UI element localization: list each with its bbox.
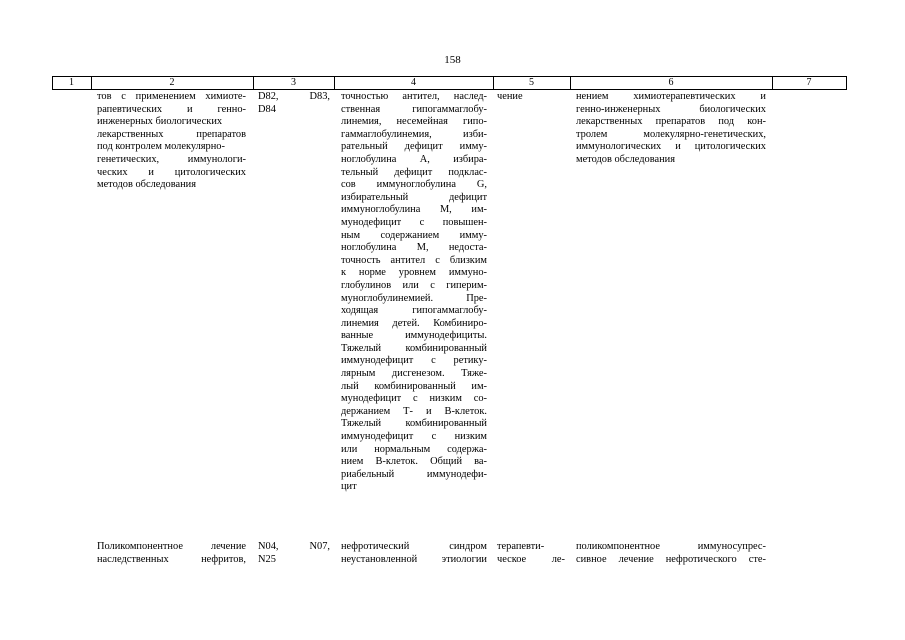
text-line: ственная гипогаммаглобу-	[341, 103, 487, 115]
text-line: ноглобулина А, избира-	[341, 153, 487, 165]
text-line: сивное лечение нефротического сте-	[576, 553, 766, 565]
text-line: N04, N07,	[258, 541, 330, 552]
text-line: гаммаглобулинемия, изби-	[341, 128, 487, 140]
row1-col4-diagnosis	[341, 91, 487, 494]
text-line: цит	[341, 481, 357, 493]
column-number: 3	[291, 77, 296, 88]
text-line: иммунодефицит с низким	[341, 431, 487, 443]
row2-col5-treatment-type	[497, 541, 565, 566]
row1-col3-codes	[258, 91, 330, 116]
text-line: точностью антител, наслед-	[341, 91, 487, 102]
column-number: 4	[411, 77, 416, 88]
column-number: 5	[529, 77, 534, 88]
page-number: 158	[444, 54, 461, 66]
text-line: ческое ле-	[497, 553, 565, 565]
text-line: поликомпонентное иммуносупрес-	[576, 541, 766, 552]
row2-col6-treatment-method	[576, 541, 766, 566]
text-line: D82, D83,	[258, 91, 330, 102]
row2-col4-diagnosis	[341, 541, 487, 566]
text-line: ванные иммунодефициты.	[341, 330, 487, 342]
text-line: тельный дефицит подклас-	[341, 166, 487, 178]
text-line: к норме уровнем иммуно-	[341, 267, 487, 279]
text-line: иммунодефицит с ретику-	[341, 355, 487, 367]
text-line: избирательный дефицит	[341, 191, 487, 203]
text-line: Тяжелый комбинированный	[341, 418, 487, 430]
text-line: методов обследования	[576, 153, 675, 165]
text-line: точность антител с близким	[341, 254, 487, 266]
text-line: тролем молекулярно-генетических,	[576, 128, 766, 140]
text-line: лый комбинированный им-	[341, 380, 487, 392]
text-line: линемия детей. Комбиниро-	[341, 317, 487, 329]
text-line: рапевтических и генно-	[97, 103, 246, 115]
text-line: нием В-клеток. Общий ва-	[341, 456, 487, 468]
text-line: сов иммуноглобулина G,	[341, 179, 487, 191]
text-line: Поликомпонентное лечение	[97, 541, 246, 552]
text-line: неустановленной этиологии	[341, 553, 487, 565]
row1-col6-treatment-method	[576, 91, 766, 167]
text-line: иммуноглобулина М, им-	[341, 204, 487, 216]
text-line: ноглобулина М, недоста-	[341, 242, 487, 254]
column-number: 1	[69, 77, 74, 88]
row2-col3-codes	[258, 541, 330, 566]
text-line: тов с применением химиоте-	[97, 91, 246, 102]
text-line: нефротический синдром	[341, 541, 487, 552]
text-line: инженерных биологических	[97, 116, 223, 128]
text-line: глобулинов или с гиперим-	[341, 279, 487, 291]
text-line: нением химиотерапевтических и	[576, 91, 766, 102]
header-separator	[846, 76, 847, 89]
column-number: 7	[806, 77, 812, 88]
text-line: муноглобулинемией. Пре-	[341, 292, 487, 304]
text-line: или нормальным содержа-	[341, 443, 487, 455]
text-line: чение	[497, 91, 523, 102]
text-line: ным содержанием имму-	[341, 229, 487, 241]
text-line: генно-инженерных биологических	[576, 103, 766, 115]
text-line: генетических, иммунологи-	[97, 153, 246, 165]
text-line: лярным дисгенезом. Тяже-	[341, 368, 487, 380]
text-line: мунодефицит с повышен-	[341, 216, 487, 228]
text-line: D84	[258, 103, 276, 115]
text-line: под контролем молекулярно-	[97, 141, 225, 153]
text-line: методов обследования	[97, 179, 196, 191]
text-line: иммунологических и цитологических	[576, 141, 766, 153]
row1-col2-method	[97, 91, 246, 192]
text-line: ходящая гипогаммаглобу-	[341, 305, 487, 317]
text-line: N25	[258, 553, 276, 565]
text-line: рательный дефицит имму-	[341, 141, 487, 153]
text-line: риабельный иммунодефи-	[341, 468, 487, 480]
text-line: линемия, несемейная гипо-	[341, 116, 487, 128]
row1-col5-treatment-type	[497, 91, 565, 104]
text-line: держанием Т- и В-клеток.	[341, 405, 487, 417]
text-line: Тяжелый комбинированный	[341, 342, 487, 354]
text-line: лекарственных препаратов	[97, 128, 246, 140]
column-number: 6	[668, 77, 674, 88]
text-line: мунодефицит с низким со-	[341, 393, 487, 405]
table-header-border-bottom	[52, 89, 847, 90]
text-line: терапевти-	[497, 541, 545, 552]
text-line: наследственных нефритов,	[97, 553, 246, 565]
row2-col2-method	[97, 541, 246, 566]
text-line: лекарственных препаратов под кон-	[576, 116, 766, 128]
text-line: ческих и цитологических	[97, 166, 246, 178]
column-number: 2	[169, 77, 175, 88]
